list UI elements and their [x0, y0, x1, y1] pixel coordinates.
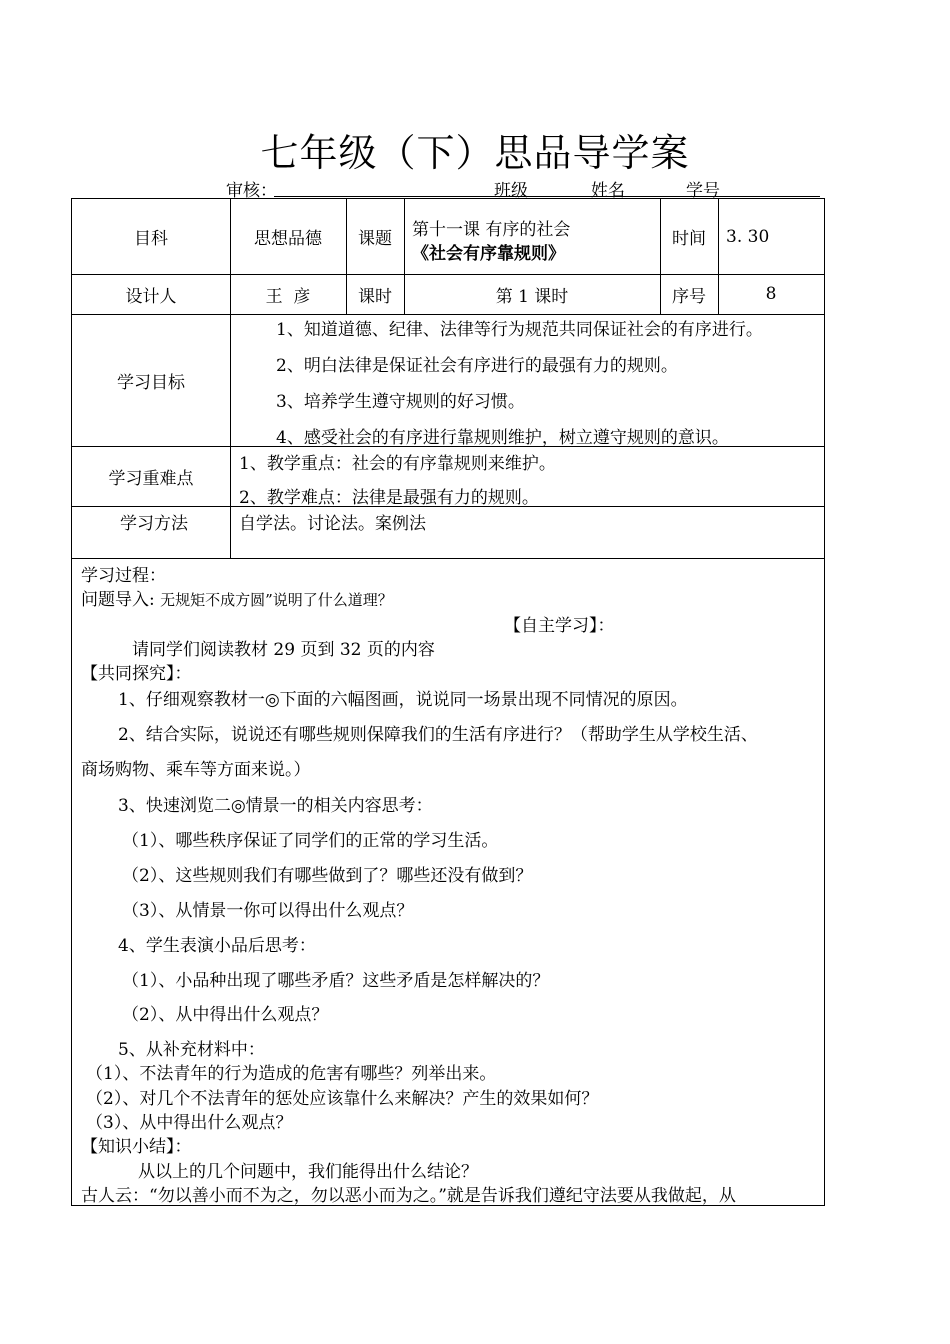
seq-label: 序号: [672, 286, 706, 307]
period-value: 第 1 课时: [495, 286, 569, 307]
key-point-item: 2、教学难点：法律是最强有力的规则。: [239, 488, 539, 508]
class-label: 班级: [494, 181, 528, 201]
goal-item: 3、培养学生遵守规则的好习惯。: [276, 392, 525, 412]
time-label: 时间: [672, 229, 706, 249]
lesson-plan-table: [71, 198, 825, 1206]
goals-label: 学习目标: [117, 372, 185, 393]
goal-item: 2、明白法律是保证社会有序进行的最强有力的规则。: [276, 356, 678, 376]
question-item: 3、快速浏览二◎情景一的相关内容思考：: [118, 796, 433, 816]
method-value: 自学法。讨论法。案例法: [239, 514, 426, 534]
sub-question-item: （3）、从情景一你可以得出什么观点？: [122, 901, 414, 921]
sub-question-item: （1）、小品种出现了哪些矛盾？这些矛盾是怎样解决的？: [122, 971, 550, 991]
question-item: 2、结合实际，说说还有哪些规则保障我们的生活有序进行？（帮助学生从学校生活、: [118, 725, 758, 745]
intro-label: 问题导入:: [81, 590, 155, 610]
topic-line-1: 第十一课 有序的社会: [412, 220, 571, 240]
quote-line: 古人云：“勿以善小而不为之，勿以恶小而为之。”就是告诉我们遵纪守法要从我做起，从: [81, 1186, 736, 1206]
key-points-label: 学习重难点: [108, 468, 194, 489]
reading-instruction: 请同学们阅读教材 29 页到 32 页的内容: [132, 640, 435, 660]
sub-question-item: （1）、不法青年的行为造成的危害有哪些？列举出来。: [86, 1064, 497, 1084]
subject-value: 思想品德: [254, 229, 322, 249]
designer-value: 王 彦: [265, 286, 311, 307]
name-label: 姓名: [591, 181, 625, 201]
seq-value: 8: [765, 284, 777, 304]
sub-question-item: （2）、这些规则我们有哪些做到了？哪些还没有做到？: [122, 866, 533, 886]
summary-question: 从以上的几个问题中，我们能得出什么结论？: [138, 1162, 478, 1182]
subject-label: 目科: [134, 229, 168, 249]
intro-line: [81, 585, 393, 610]
topic-line-2: 《社会有序靠规则》: [412, 244, 565, 264]
goal-item: 4、感受社会的有序进行靠规则维护，树立遵守规则的意识。: [276, 428, 729, 448]
designer-label: 设计人: [125, 286, 177, 307]
goal-item: 1、知道道德、纪律、法律等行为规范共同保证社会的有序进行。: [276, 320, 763, 340]
row-divider: [72, 558, 824, 559]
method-label: 学习方法: [120, 514, 188, 534]
explore-heading: 【共同探究】：: [81, 664, 192, 684]
question-item: 5、从补充材料中：: [118, 1040, 265, 1060]
summary-heading: 【知识小结】：: [81, 1137, 192, 1157]
page-title: 七年级（下）思品导学案: [260, 131, 690, 175]
sub-question-item: （1）、哪些秩序保证了同学们的正常的学习生活。: [122, 831, 499, 851]
intro-text: 无规矩不成方圆”说明了什么道理？: [160, 591, 393, 609]
sub-question-item: （2）、从中得出什么观点？: [122, 1005, 329, 1025]
header-underline: [274, 196, 820, 197]
question-item: 1、仔细观察教材一◎下面的六幅图画，说说同一场景出现不同情况的原因。: [118, 690, 688, 710]
key-point-item: 1、教学重点：社会的有序靠规则来维护。: [239, 454, 556, 474]
topic-label: 课题: [358, 229, 392, 249]
time-value: 3. 30: [726, 227, 770, 247]
review-label: 审核：: [226, 181, 277, 201]
self-study-heading: 【自主学习】：: [504, 616, 615, 636]
col-divider: [230, 314, 231, 558]
question-item: 4、学生表演小品后思考：: [118, 936, 316, 956]
sub-question-item: （3）、从中得出什么观点？: [86, 1113, 293, 1133]
student-id-label: 学号: [686, 181, 720, 201]
process-heading: 学习过程：: [81, 566, 166, 586]
sub-question-item: （2）、对几个不法青年的惩处应该靠什么来解决？产生的效果如何？: [86, 1089, 599, 1109]
period-label: 课时: [358, 286, 392, 307]
question-item: 商场购物、乘车等方面来说。）: [81, 760, 311, 780]
